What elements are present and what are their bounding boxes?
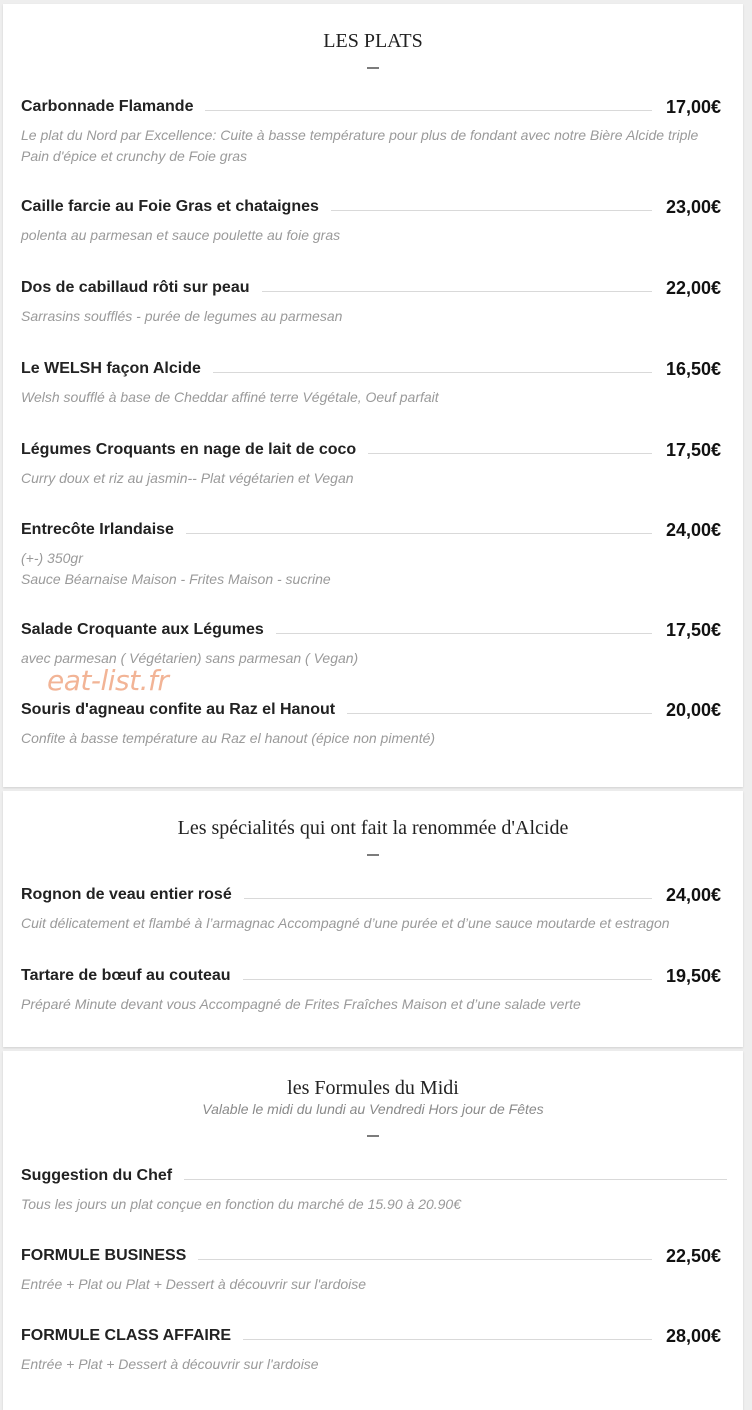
item-price: 17,00€ — [665, 96, 721, 117]
menu-item — [21, 96, 721, 167]
item-name: Salade Croquante aux Légumes — [21, 621, 264, 638]
dotted-leader — [198, 1259, 652, 1260]
item-name: FORMULE CLASS AFFAIRE — [21, 1327, 232, 1344]
item-price: 22,00€ — [665, 277, 721, 298]
menu-item — [21, 965, 721, 1015]
menu-item — [21, 884, 721, 934]
item-name: Dos de cabillaud rôti sur peau — [21, 279, 250, 296]
title-divider — [367, 854, 379, 856]
item-price: 17,50€ — [665, 619, 721, 640]
item-price: 16,50€ — [665, 358, 721, 379]
dotted-leader — [262, 291, 652, 292]
title-divider — [367, 67, 379, 69]
item-price: 28,00€ — [665, 1325, 721, 1346]
item-description: Sarrasins soufflés - purée de legumes au parmesan — [21, 308, 343, 324]
menu-item — [21, 1325, 721, 1375]
section-subtitle: Valable le midi du lundi au Vendredi Hors jour de Fêtes — [202, 1101, 544, 1117]
title-divider — [367, 1135, 379, 1137]
item-description: Confite à basse température au Raz el hanout (épice non pimenté) — [21, 730, 436, 746]
menu-item — [21, 1165, 721, 1215]
dotted-leader — [186, 533, 652, 534]
dotted-leader — [213, 372, 652, 373]
item-price: 19,50€ — [665, 965, 721, 986]
dotted-leader — [276, 633, 652, 634]
item-description: Welsh soufflé à base de Cheddar affiné terre Végétale, Oeuf parfait — [21, 389, 439, 405]
item-description: Entrée + Plat ou Plat + Dessert à découvrir sur l'ardoise — [21, 1276, 367, 1292]
menu-item — [21, 1245, 721, 1295]
section-formules-midi — [3, 1051, 743, 1410]
watermark-logo: eat-list.fr — [47, 664, 169, 697]
menu-item — [21, 277, 721, 327]
item-price: 24,00€ — [665, 519, 721, 540]
item-name: Souris d'agneau confite au Raz el Hanout — [21, 701, 336, 718]
item-name: Suggestion du Chef — [21, 1167, 173, 1184]
menu-item — [21, 699, 721, 749]
item-name: Caille farcie au Foie Gras et chataignes — [21, 198, 319, 215]
dotted-leader — [184, 1179, 727, 1180]
item-description: avec parmesan ( Végétarien) sans parmesan ( Vegan) — [21, 650, 359, 666]
section-specialites — [3, 791, 743, 1047]
item-name: Légumes Croquants en nage de lait de coco — [21, 441, 357, 458]
item-price: 17,50€ — [665, 439, 721, 460]
item-price: 24,00€ — [665, 884, 721, 905]
section-title: Les spécialités qui ont fait la renommée d'Alcide — [177, 817, 569, 839]
item-name: Le WELSH façon Alcide — [21, 360, 201, 377]
item-description: Curry doux et riz au jasmin-- Plat végétarien et Vegan — [21, 470, 354, 486]
item-name: Entrecôte Irlandaise — [21, 521, 174, 538]
dotted-leader — [205, 110, 651, 111]
item-description: (+-) 350gr — [21, 550, 83, 566]
item-name: Tartare de bœuf au couteau — [21, 967, 231, 984]
item-price: 22,50€ — [665, 1245, 721, 1266]
section-title: les Formules du Midi — [287, 1077, 459, 1099]
item-description: Entrée + Plat + Dessert à découvrir sur l'ardoise — [21, 1356, 319, 1372]
menu-item — [21, 358, 721, 408]
item-description: Le plat du Nord par Excellence: Cuite à basse température pour plus de fondant avec notre Bière Alcide triple Pain d'épice et crunchy de Foie gras — [21, 127, 699, 164]
dotted-leader — [347, 713, 652, 714]
section-title: LES PLATS — [323, 30, 423, 52]
dotted-leader — [243, 1339, 652, 1340]
item-description: Préparé Minute devant vous Accompagné de Frites Fraîches Maison et d’une salade verte — [21, 996, 581, 1012]
item-description: Cuit délicatement et flambé à l’armagnac Accompagné d’une purée et d’une sauce moutarde et estragon — [21, 915, 670, 931]
item-price: 20,00€ — [665, 699, 721, 720]
item-description: Tous les jours un plat conçue en fonction du marché de 15.90 à 20.90€ — [21, 1196, 462, 1212]
dotted-leader — [244, 898, 652, 899]
dotted-leader — [368, 453, 652, 454]
dotted-leader — [243, 979, 652, 980]
item-description: polenta au parmesan et sauce poulette au foie gras — [21, 227, 341, 243]
item-description-line2: Sauce Béarnaise Maison - Frites Maison - sucrine — [21, 571, 331, 587]
item-name: FORMULE BUSINESS — [21, 1247, 187, 1264]
menu-item — [21, 196, 721, 246]
menu-item — [21, 439, 721, 489]
item-name: Carbonnade Flamande — [21, 98, 194, 115]
item-name: Rognon de veau entier rosé — [21, 886, 232, 903]
item-price: 23,00€ — [665, 196, 721, 217]
menu-item — [21, 519, 721, 590]
dotted-leader — [331, 210, 652, 211]
menu-item — [21, 619, 721, 669]
